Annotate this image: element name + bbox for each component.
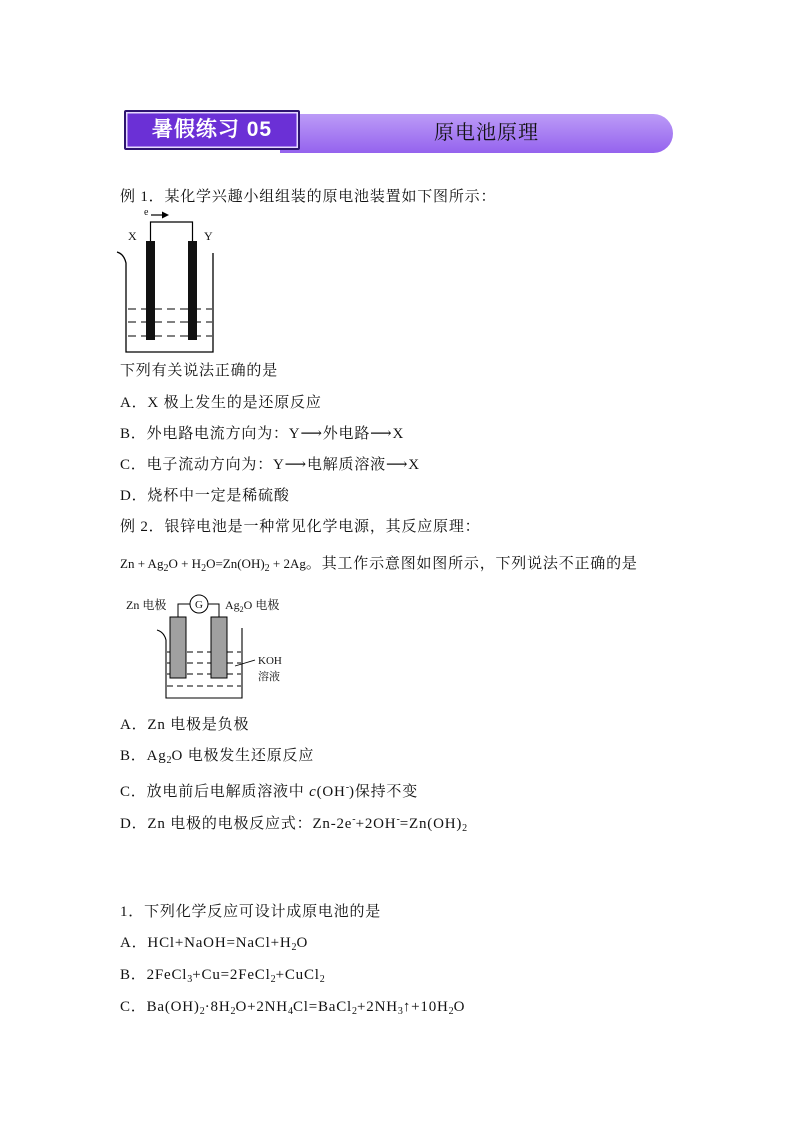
example2-option-a: [120, 715, 249, 735]
text-segment: O=Zn(OH): [206, 556, 265, 571]
question1-stem: 1．下列化学反应可设计成原电池的是: [120, 904, 382, 920]
text-segment: O + H: [168, 556, 202, 571]
solution-label-koh: KOH: [258, 655, 282, 667]
text-segment: C．放电前后电解质溶液中: [120, 784, 310, 800]
example2-option-c: [120, 778, 418, 802]
question1-option-c: [120, 997, 465, 1022]
subscript: 3: [187, 974, 193, 985]
text-segment: O: [453, 999, 466, 1015]
cell-diagram-2: [122, 592, 292, 704]
text-segment: (OH: [316, 784, 346, 800]
text-segment: Zn + Ag: [120, 556, 164, 571]
subscript: 2: [270, 974, 276, 985]
electron-flow-arrowhead: [162, 212, 169, 219]
example2-stem: 例 2．银锌电池是一种常见化学电源，其反应原理：: [120, 519, 481, 535]
text-segment: A．HCl+NaOH=NaCl+H: [120, 935, 292, 951]
text-segment: O+2NH: [235, 999, 288, 1015]
external-wire: [151, 222, 193, 243]
ag2o-electrode: [211, 617, 227, 678]
text-segment: D．Zn 电极的电极反应式：Zn-2e: [120, 816, 353, 832]
electrode-x: [146, 241, 155, 340]
example2-reaction-line: [120, 554, 638, 579]
text-segment: O 电极: [243, 598, 280, 612]
question1-option-a: [120, 933, 308, 958]
electron-label: e: [144, 207, 149, 218]
text-segment: )保持不变: [349, 784, 419, 800]
text-segment: B．2FeCl: [120, 967, 188, 983]
superscript: -: [352, 814, 356, 825]
zn-electrode: [170, 617, 186, 678]
subscript: 2: [201, 563, 207, 574]
example1-stem: 例 1．某化学兴趣小组组装的原电池装置如下图所示：: [120, 189, 497, 205]
subscript: 4: [287, 1006, 293, 1017]
text-segment: O: [296, 935, 309, 951]
reaction-equation: [120, 556, 306, 574]
wire-left: [178, 604, 190, 618]
subscript: 2: [230, 1006, 236, 1017]
subscript: 3: [397, 1006, 403, 1017]
text-segment: +2OH: [355, 816, 397, 832]
question1-option-b: [120, 965, 325, 990]
text-segment: A．Zn 电极是负极: [120, 717, 250, 733]
subscript: 2: [319, 974, 325, 985]
superscript: -: [396, 814, 400, 825]
electrode-y: [188, 241, 197, 340]
example2-option-b: [120, 746, 314, 771]
electrode-y-label: Y: [204, 229, 213, 243]
subscript: 2: [264, 563, 270, 574]
text-segment: +CuCl: [275, 967, 320, 983]
galvanometer-label: G: [195, 599, 203, 611]
text-segment: O 电极发生还原反应: [171, 748, 315, 764]
text-segment: +2NH: [357, 999, 398, 1015]
example1-prompt: 下列有关说法正确的是: [120, 363, 279, 379]
subscript: 2: [163, 563, 169, 574]
beaker: [117, 252, 213, 352]
superscript: -: [345, 782, 350, 793]
subscript: 2: [462, 823, 468, 834]
solution-label-name: 溶液: [258, 671, 280, 683]
example1-option-a: A．X 极上发生的是还原反应: [120, 395, 322, 411]
text-segment: ↑+10H: [402, 999, 449, 1015]
example1-option-b: B．外电路电流方向为：Y⟶外电路⟶X: [120, 426, 405, 442]
reaction-description: 。其工作示意图如图所示，下列说法不正确的是: [305, 556, 638, 572]
subscript: 2: [352, 1006, 358, 1017]
text-segment: C．Ba(OH): [120, 999, 200, 1015]
subscript: 2: [239, 605, 244, 614]
subscript: 2: [448, 1006, 454, 1017]
text-segment: =Zn(OH): [399, 816, 463, 832]
example1-option-c: C．电子流动方向为：Y⟶电解质溶液⟶X: [120, 457, 420, 473]
electrode-x-label: X: [128, 229, 137, 243]
subscript: 2: [199, 1006, 205, 1017]
page-title: 原电池原理: [434, 122, 539, 144]
subscript: 2: [291, 942, 297, 953]
example2-option-d: [120, 810, 467, 839]
text-segment: B．Ag: [120, 748, 167, 764]
subscript: 2: [166, 755, 172, 766]
text-segment: +Cu=2FeCl: [192, 967, 271, 983]
exercise-badge: 暑假练习 05: [124, 110, 300, 150]
text-segment: Cl=BaCl: [292, 999, 353, 1015]
text-segment: Ag: [225, 598, 240, 612]
wire-right: [208, 604, 219, 618]
zn-electrode-label: Zn 电极: [126, 598, 167, 612]
example1-option-d: D．烧杯中一定是稀硫酸: [120, 488, 290, 504]
ag2o-electrode-label: [225, 597, 279, 614]
italic-symbol: c: [309, 784, 317, 800]
text-segment: ·8H: [204, 999, 231, 1015]
text-segment: + 2Ag: [269, 556, 306, 571]
cell-diagram-1: [112, 205, 224, 357]
